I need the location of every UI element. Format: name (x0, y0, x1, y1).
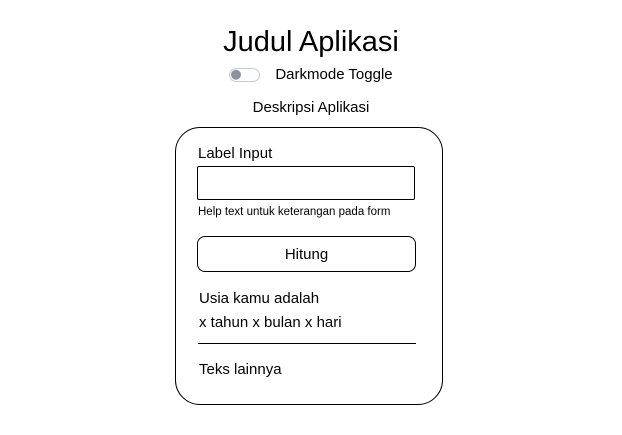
darkmode-toggle-switch[interactable] (229, 68, 260, 82)
darkmode-toggle-row (0, 66, 622, 83)
input-help-text: Help text untuk keterangan pada form (198, 206, 391, 218)
toggle-knob-icon (231, 69, 242, 80)
footer-text: Teks lainnya (199, 361, 282, 378)
result-text-line1: Usia kamu adalah (199, 290, 320, 307)
hitung-button[interactable]: Hitung (197, 236, 416, 272)
divider (198, 343, 416, 344)
page-title: Judul Aplikasi (223, 26, 399, 58)
input-label: Label Input (198, 145, 273, 162)
darkmode-toggle-label: Darkmode Toggle (275, 66, 393, 83)
form-card (175, 127, 443, 405)
app-description: Deskripsi Aplikasi (252, 99, 370, 116)
result-text-line2: x tahun x bulan x hari (199, 314, 342, 331)
form-text-input[interactable] (197, 166, 415, 200)
